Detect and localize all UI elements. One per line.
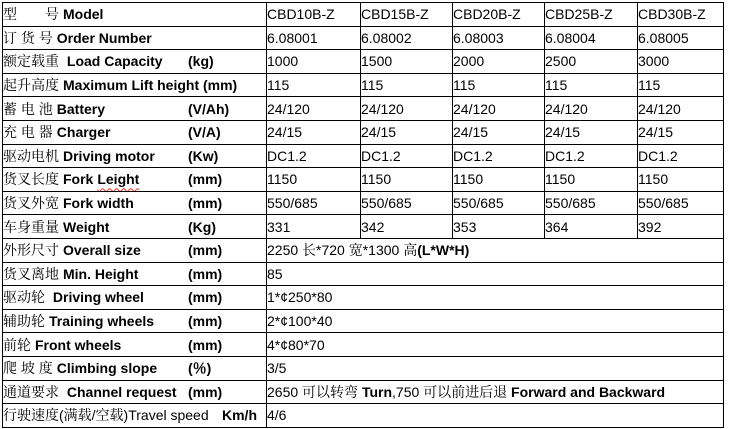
table-row <box>3 215 724 239</box>
label-english-text: Min. Height <box>63 265 139 282</box>
spec-value-cell: 550/685 <box>545 191 638 215</box>
spec-value-cell: 1500 <box>361 50 453 74</box>
spec-value-cell: 24/120 <box>267 97 361 121</box>
spec-label-cell <box>3 3 267 27</box>
label-unit-text: (mm) <box>188 195 223 212</box>
value-text: 3/5 <box>267 360 287 377</box>
spec-label-cell <box>3 144 267 168</box>
spec-label-cell <box>3 356 267 380</box>
spec-label-cell <box>3 26 267 50</box>
spec-value-cell <box>267 286 724 310</box>
spec-value-cell: 1150 <box>453 168 545 192</box>
label-english-text: Load Capacity <box>66 53 163 70</box>
spec-value-cell <box>267 309 724 333</box>
label-english-text: Travel speed <box>128 407 209 424</box>
table-row <box>3 309 724 333</box>
spec-value-cell: 115 <box>267 73 361 97</box>
spec-value-cell: CBD20B-Z <box>453 3 545 27</box>
label-english-text: Maximum Lift height (mm) <box>63 77 238 94</box>
table-row <box>3 50 724 74</box>
value-text: 2650 可以转弯 <box>267 383 362 400</box>
label-unit-text: (mm) <box>188 171 223 188</box>
spec-label-cell <box>3 73 267 97</box>
spec-label-cell <box>3 97 267 121</box>
value-text: (L*W*H) <box>417 242 470 259</box>
label-english-text: Fork <box>63 171 94 188</box>
label-chinese-text: 外形尺寸 <box>3 242 59 259</box>
label-unit-text: (Kg) <box>188 218 216 235</box>
table-row <box>3 191 724 215</box>
table-row <box>3 73 724 97</box>
label-unit-text: Km/h <box>222 407 257 424</box>
label-unit-text: (kg) <box>188 53 214 70</box>
spec-table-body <box>3 3 724 428</box>
spec-value-cell: 115 <box>638 73 724 97</box>
table-row <box>3 168 724 192</box>
spec-value-cell: 24/15 <box>545 120 638 144</box>
spec-value-cell: 6.08003 <box>453 26 545 50</box>
label-chinese-text: 型 号 <box>3 6 59 23</box>
spec-value-cell: 6.08004 <box>545 26 638 50</box>
label-english-text: Fork width <box>63 195 134 212</box>
spec-value-cell: DC1.2 <box>638 144 724 168</box>
label-english-text: Training wheels <box>49 313 155 330</box>
spec-value-cell: 550/685 <box>453 191 545 215</box>
spec-value-cell: 2000 <box>453 50 545 74</box>
label-chinese-text: 货叉外宽 <box>3 195 59 212</box>
value-text: 4/6 <box>267 407 287 424</box>
label-chinese-text: 驱动电机 <box>3 147 59 164</box>
spec-value-cell: 24/15 <box>267 120 361 144</box>
spec-label-cell <box>3 215 267 239</box>
spec-value-cell: DC1.2 <box>545 144 638 168</box>
label-chinese-text: 车身重量 <box>3 218 59 235</box>
spec-label-cell <box>3 168 267 192</box>
spec-label-cell <box>3 404 267 428</box>
label-chinese-text: 额定载重 <box>3 53 63 70</box>
spec-value-cell: 6.08001 <box>267 26 361 50</box>
spec-value-cell: 24/120 <box>545 97 638 121</box>
value-text: 85 <box>267 265 283 282</box>
value-text: ,750 可以前进后退 <box>392 383 512 400</box>
spec-value-cell: CBD30B-Z <box>638 3 724 27</box>
label-chinese-text: 驱动轮 <box>3 289 49 306</box>
spec-label-cell <box>3 262 267 286</box>
spec-value-cell: 24/120 <box>638 97 724 121</box>
label-chinese-text: 通道要求 <box>3 383 63 400</box>
table-row <box>3 26 724 50</box>
spec-value-cell: 331 <box>267 215 361 239</box>
spec-value-cell: 353 <box>453 215 545 239</box>
spec-value-cell: DC1.2 <box>453 144 545 168</box>
spec-label-cell <box>3 309 267 333</box>
spec-value-cell: CBD25B-Z <box>545 3 638 27</box>
label-english-text: Climbing slope <box>56 360 158 377</box>
spec-value-cell: 115 <box>453 73 545 97</box>
label-chinese-text: 前轮 <box>3 336 31 353</box>
spec-value-cell <box>267 404 724 428</box>
spec-value-cell: DC1.2 <box>361 144 453 168</box>
label-unit-text: (mm) <box>188 242 223 259</box>
label-misspelled-text: Leight <box>97 171 140 188</box>
spec-label-cell <box>3 238 267 262</box>
label-chinese-text: 行驶速度(满载/空载) <box>3 407 129 424</box>
spec-label-cell <box>3 286 267 310</box>
label-english-text: Order Number <box>56 29 152 46</box>
label-english-text: Overall size <box>63 242 141 259</box>
label-english-text: Weight <box>63 218 110 235</box>
value-text: Forward and Backward <box>511 383 666 400</box>
value-text: 1*¢250*80 <box>267 289 333 306</box>
value-text: 4*¢80*70 <box>267 336 325 353</box>
table-row <box>3 404 724 428</box>
label-english-text: Driving motor <box>63 147 155 164</box>
label-unit-text: (V/A) <box>188 124 221 141</box>
spec-value-cell: 392 <box>638 215 724 239</box>
label-english-text: Battery <box>56 100 106 117</box>
spec-value-cell: 115 <box>545 73 638 97</box>
value-text: 2*¢100*40 <box>267 313 333 330</box>
label-chinese-text: 充 电 器 <box>3 124 53 141</box>
label-unit-text: (V/Ah) <box>188 100 230 117</box>
spec-value-cell: 24/15 <box>638 120 724 144</box>
spec-value-cell: 24/15 <box>361 120 453 144</box>
spec-table <box>2 2 724 428</box>
label-unit-text: (mm) <box>188 265 223 282</box>
label-chinese-text: 蓄 电 池 <box>3 100 53 117</box>
spec-value-cell: CBD10B-Z <box>267 3 361 27</box>
spec-value-cell <box>267 380 724 404</box>
spec-label-cell <box>3 333 267 357</box>
spec-label-cell <box>3 50 267 74</box>
table-row <box>3 238 724 262</box>
label-chinese-text: 货叉离地 <box>3 265 59 282</box>
spec-value-cell <box>267 333 724 357</box>
table-row <box>3 286 724 310</box>
label-chinese-text: 辅助轮 <box>3 313 45 330</box>
spec-value-cell <box>267 238 724 262</box>
table-row <box>3 3 724 27</box>
label-unit-text: (Kw) <box>188 147 219 164</box>
spec-value-cell: 1000 <box>267 50 361 74</box>
spec-value-cell: 550/685 <box>361 191 453 215</box>
label-unit-text: (mm) <box>188 336 223 353</box>
spec-value-cell: 1150 <box>545 168 638 192</box>
label-chinese-text: 爬 坡 度 <box>3 360 53 377</box>
label-chinese-text: 订 货 号 <box>3 29 53 46</box>
table-row <box>3 120 724 144</box>
value-text: Turn <box>361 383 393 400</box>
spec-value-cell: 6.08002 <box>361 26 453 50</box>
table-row <box>3 97 724 121</box>
spec-value-cell: 364 <box>545 215 638 239</box>
label-unit-text: (mm) <box>188 313 223 330</box>
spec-label-cell <box>3 191 267 215</box>
label-english-text: Model <box>63 6 104 23</box>
label-unit-text: (mm) <box>188 383 223 400</box>
spec-value-cell: 115 <box>361 73 453 97</box>
table-row <box>3 333 724 357</box>
label-chinese-text: 起升高度 <box>3 77 59 94</box>
label-english-text: Driving wheel <box>52 289 144 306</box>
spec-value-cell <box>267 262 724 286</box>
label-chinese-text: 货叉长度 <box>3 171 59 188</box>
spec-value-cell: 1150 <box>267 168 361 192</box>
table-row <box>3 356 724 380</box>
spec-value-cell: 550/685 <box>638 191 724 215</box>
spec-value-cell: CBD15B-Z <box>361 3 453 27</box>
spec-value-cell: DC1.2 <box>267 144 361 168</box>
spec-value-cell <box>267 356 724 380</box>
spec-value-cell: 6.08005 <box>638 26 724 50</box>
spec-value-cell: 24/120 <box>361 97 453 121</box>
spec-label-cell <box>3 120 267 144</box>
spec-value-cell: 2500 <box>545 50 638 74</box>
spec-value-cell: 1150 <box>361 168 453 192</box>
spec-value-cell: 342 <box>361 215 453 239</box>
label-english-text: Charger <box>56 124 111 141</box>
value-text: 2250 长*720 宽*1300 高 <box>267 242 418 259</box>
spec-value-cell: 24/15 <box>453 120 545 144</box>
spec-value-cell: 3000 <box>638 50 724 74</box>
spec-value-cell: 24/120 <box>453 97 545 121</box>
table-row <box>3 380 724 404</box>
spec-value-cell: 1150 <box>638 168 724 192</box>
spec-label-cell <box>3 380 267 404</box>
spec-value-cell: 550/685 <box>267 191 361 215</box>
label-unit-text: (％) <box>188 360 212 377</box>
table-row <box>3 262 724 286</box>
label-english-text: Channel request <box>66 383 177 400</box>
label-unit-text: (mm) <box>188 289 223 306</box>
label-english-text: Front wheels <box>35 336 122 353</box>
table-row <box>3 144 724 168</box>
